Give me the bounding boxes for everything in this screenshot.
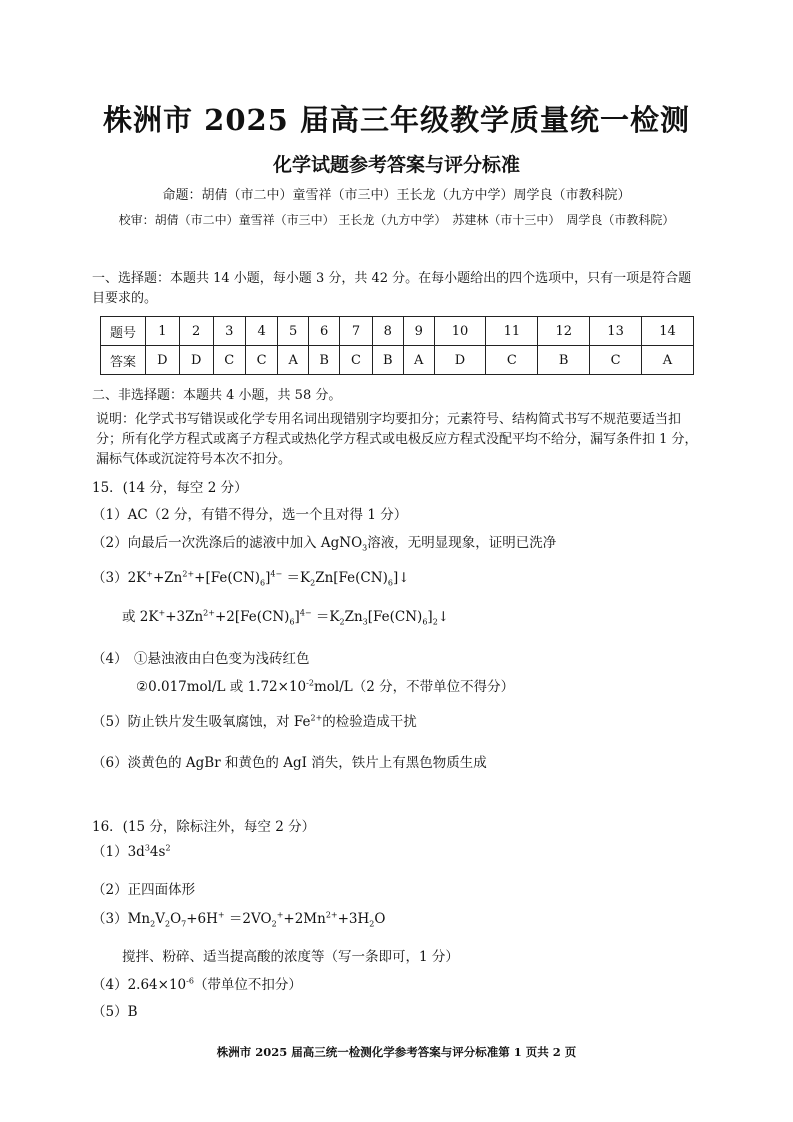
authors-line: 命题：胡倩（市二中）童雪祥（市三中）王长龙（九方中学）周学良（市教科院） bbox=[162, 188, 631, 203]
table-cell: 7 bbox=[340, 317, 372, 346]
table-cell: B bbox=[309, 346, 340, 375]
table-cell: C bbox=[340, 346, 372, 375]
q15-answer-3: $(3)2K^++Zn^{2+}+[Fe(CN)_6]^{4-}$ $=K_2Zn[Fe(CN)_6]↓$ bbox=[92, 569, 410, 588]
table-row-label: 答案 bbox=[101, 346, 146, 375]
table-cell: 14 bbox=[642, 317, 694, 346]
table-cell: C bbox=[486, 346, 538, 375]
table-cell: 4 bbox=[245, 317, 277, 346]
q16-answer-4: $(4)2.64\times 10^{-6}$（带单位不扣分） bbox=[92, 976, 302, 993]
table-cell: A bbox=[403, 346, 434, 375]
q16-answer-5: （5）B bbox=[92, 1004, 138, 1020]
table-cell: 1 bbox=[146, 317, 180, 346]
table-cell: 9 bbox=[403, 317, 434, 346]
page-footer: 株洲市 2025 届高三统一检测化学参考答案与评分标准第 1 页共 2 页 bbox=[216, 1045, 577, 1059]
table-cell: A bbox=[278, 346, 309, 375]
q15-answer-4-1: ①悬浊液由白色变为浅砖红色 bbox=[134, 651, 310, 667]
table-row-label: 题号 bbox=[101, 317, 146, 346]
table-cell: 5 bbox=[278, 317, 309, 346]
table-cell: B bbox=[538, 346, 590, 375]
q16-heading: 16．(15 分，除标注外，每空 2 分） bbox=[92, 819, 316, 835]
page-subtitle: 化学试题参考答案与评分标准 bbox=[272, 154, 520, 176]
q15-answer-1: （1）AC（2 分，有错不得分，选一个且对得 1 分） bbox=[92, 507, 408, 523]
table-cell: 8 bbox=[372, 317, 403, 346]
table-cell: 11 bbox=[486, 317, 538, 346]
table-cell: D bbox=[146, 346, 180, 375]
answer-table bbox=[100, 316, 694, 375]
table-cell: D bbox=[179, 346, 213, 375]
q15-heading: 15．(14 分，每空 2 分） bbox=[92, 480, 248, 496]
table-cell: 2 bbox=[179, 317, 213, 346]
scoring-note: 说明：化学式书写错误或化学专用名词出现错别字均要扣分；元素符号、结构简式书写不规范要适当扣分；所有化学方程式或离子方程式或热化学方程式或电极反应方程式没配平均不给分，漏写条件扣 1 分，漏标气体或沉淀符号本次不扣分。 bbox=[96, 412, 698, 467]
table-cell: 3 bbox=[213, 317, 245, 346]
page-title: 株洲市 2025 届高三年级教学质量统一检测 bbox=[103, 103, 690, 137]
table-cell: 12 bbox=[538, 317, 590, 346]
section2-heading: 二、非选择题：本题共 4 小题，共 58 分。 bbox=[92, 388, 342, 403]
table-cell: C bbox=[590, 346, 642, 375]
table-cell: D bbox=[434, 346, 486, 375]
q15-answer-4-2: ②0.017mol/L 或 $1.72\times 10^{-2}mol/L(2$ 分，不带单位不得分） bbox=[136, 678, 515, 695]
section1-heading: 一、选择题：本题共 14 小题，每小题 3 分，共 42 分。在每小题给出的四个选项中，只有一项是符合题目要求的。 bbox=[92, 271, 692, 306]
q15-answer-2: （2）向最后一次洗涤后的滤液中加入 AgNO$_3$溶液，无明显现象，证明已洗净 bbox=[92, 535, 557, 553]
q15-answer-5: （5）防止铁片发生吸氧腐蚀，对 $Fe^{2+}$的检验造成干扰 bbox=[92, 713, 417, 730]
answer-table-number-row bbox=[101, 317, 694, 346]
table-cell: 13 bbox=[590, 317, 642, 346]
q16-answer-3-note: 搅拌、粉碎、适当提高酸的浓度等（写一条即可，1 分） bbox=[122, 949, 459, 965]
answer-table-answer-row bbox=[101, 346, 694, 375]
q16-answer-2: （2）正四面体形 bbox=[92, 882, 196, 898]
q16-answer-3: $(3)Mn_2V_2O_7+6H^+ =2VO_2^++2Mn^{2+}+3H_2O$ bbox=[92, 910, 386, 929]
q15-answer-6: （6）淡黄色的 AgBr 和黄色的 AgI 消失，铁片上有黑色物质生成 bbox=[92, 755, 487, 771]
table-cell: B bbox=[372, 346, 403, 375]
q15-answer-3-alt: 或 $2K^++3Zn^{2+}+2[Fe(CN)_6]^{4-}$ $=K_2Zn_3[Fe(CN)_6]_2↓$ bbox=[122, 608, 450, 627]
table-cell: C bbox=[213, 346, 245, 375]
table-cell: C bbox=[245, 346, 277, 375]
q16-answer-1: $(1)3d^34s^2$ bbox=[92, 843, 171, 860]
q15-answer-4-label: （4） bbox=[92, 651, 128, 667]
table-cell: A bbox=[642, 346, 694, 375]
reviewers-line: 校审：胡倩（市二中）童雪祥（市三中） 王长龙（九方中学） 苏建林（市十三中） 周学良（市教科院） bbox=[118, 213, 675, 227]
table-cell: 6 bbox=[309, 317, 340, 346]
table-cell: 10 bbox=[434, 317, 486, 346]
